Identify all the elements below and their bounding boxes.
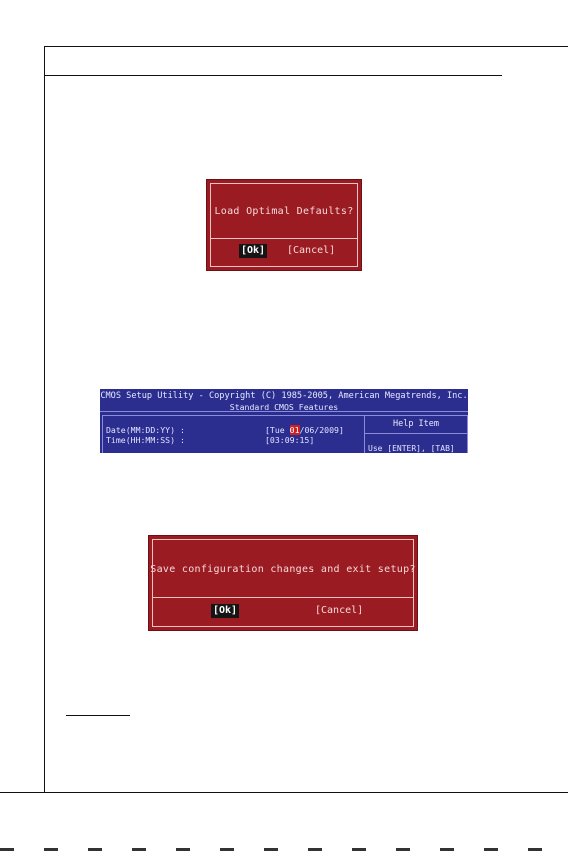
page-frame-top-line — [44, 46, 568, 47]
bios-subtitle: Standard CMOS Features — [229, 402, 339, 412]
underline-mark — [66, 715, 130, 716]
date-value[interactable] — [265, 425, 344, 435]
help-text: Use [ENTER], [TAB] — [368, 444, 455, 453]
bios-title: CMOS Setup Utility - Copyright (C) 1985-2005, American Megatrends, Inc. — [100, 391, 468, 401]
cancel-button[interactable]: [Cancel] — [287, 245, 336, 256]
page-header-rule — [44, 75, 502, 76]
date-prefix: [Tue — [265, 425, 290, 435]
dialog-message: Load Optimal Defaults? — [214, 206, 354, 217]
ok-button[interactable]: [Ok] — [241, 245, 266, 256]
time-value[interactable]: [03:09:15] — [265, 435, 315, 445]
date-label: Date(MM:DD:YY) : — [106, 425, 185, 435]
load-defaults-dialog — [206, 179, 362, 271]
page-frame-left-line — [44, 46, 45, 792]
ok-button[interactable]: [Ok] — [213, 605, 238, 616]
bios-setup-screen — [100, 389, 468, 453]
date-suffix: /06/2009] — [299, 425, 344, 435]
time-label: Time(HH:MM:SS) : — [106, 435, 185, 445]
dialog-message: Save configuration changes and exit setup? — [150, 564, 416, 575]
cancel-button[interactable]: [Cancel] — [315, 605, 364, 616]
dialog-inner-border — [152, 539, 414, 627]
page-frame-bottom-line — [0, 792, 568, 793]
help-item-title: Help Item — [392, 419, 440, 429]
save-exit-dialog — [148, 535, 418, 631]
date-month-highlight[interactable]: 01 — [289, 425, 300, 435]
dialog-divider — [152, 597, 414, 598]
dialog-divider — [210, 238, 358, 239]
help-divider — [364, 433, 468, 434]
